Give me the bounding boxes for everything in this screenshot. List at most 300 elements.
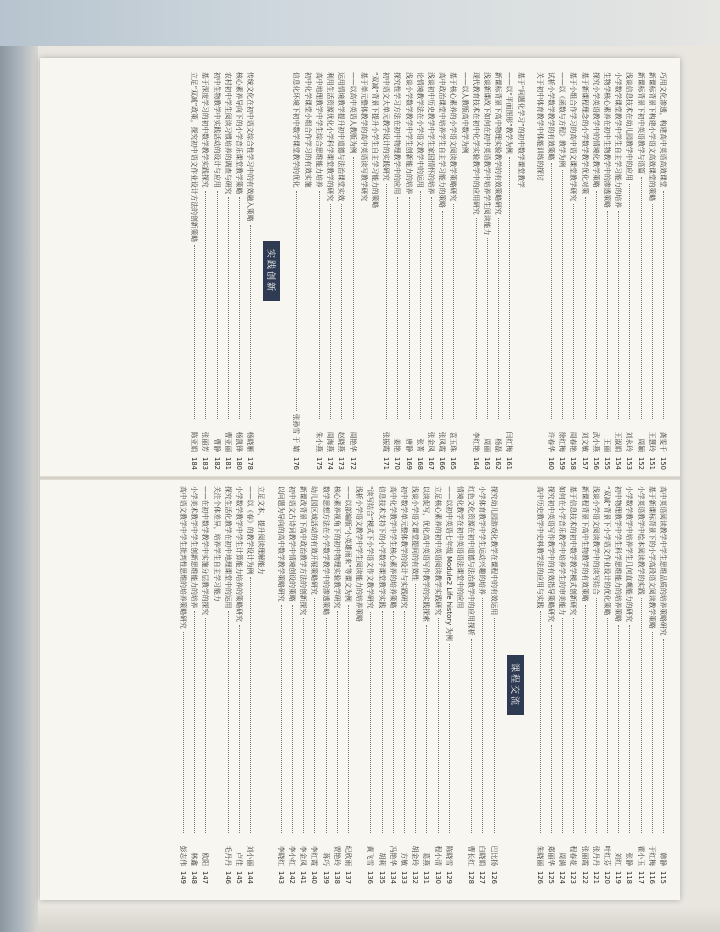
toc-entry[interactable] [286,486,297,884]
toc-entry[interactable] [233,72,244,470]
toc-leader-dots [370,612,371,833]
toc-entry[interactable] [233,486,244,884]
toc-entry[interactable] [380,72,391,470]
toc-entry-title: 基于核心素养的小学语文阅读教学策略研究 [449,72,458,202]
toc-entry[interactable] [188,486,199,884]
toc-entry-author: 蒋巧 [321,852,330,866]
toc-leader-dots [228,197,229,419]
toc-entry[interactable] [612,72,623,470]
toc-entry[interactable] [634,486,645,884]
toc-entry-page: 180 [235,457,244,470]
toc-entry[interactable] [302,72,313,470]
toc-entry-title: 立足“双减”政策，探究初中语文作业设计方法的创新策略 [190,72,199,243]
toc-entry-page: 133 [399,871,408,884]
toc-entry[interactable] [364,486,375,884]
toc-entry[interactable] [308,486,319,884]
toc-entry-title: “双减”背景下小学语文作业设计的优化策略 [602,486,611,616]
toc-entry-title: ——以《函数与方程》教学为例 [558,72,567,168]
toc-entry-title: 初中语文古诗词教学中情境创设的策略 [287,486,296,602]
toc-entry-page: 146 [223,871,232,884]
toc-entry[interactable] [199,486,210,884]
toc-entry[interactable] [210,486,221,884]
toc-entry-author: 曹长红 [467,845,476,866]
toc-column-right [52,72,668,470]
toc-entry[interactable] [398,486,409,884]
toc-leader-dots [449,644,450,833]
toc-entry-title: 初中数学单元整体教学的设计与实践研究 [399,486,408,609]
toc-entry[interactable] [290,72,301,470]
toc-entry-page: 181 [223,457,232,470]
toc-leader-dots [596,598,597,833]
toc-entry[interactable] [492,72,503,470]
toc-entry-title: 以问题为导向的高中数学教学策略研究 [276,486,285,602]
toc-leader-dots [341,204,342,419]
toc-entry-author: 贾艳玲 [332,845,341,866]
toc-entry[interactable] [297,486,308,884]
toc-entry[interactable] [481,72,492,470]
toc-entry-author: 王淑娟 [614,431,623,452]
toc-leader-dots [562,170,563,419]
toc-entry[interactable] [590,486,601,884]
toc-entry-page: 176 [292,457,301,470]
section-title-course-exchange: 课程交流 [507,655,524,715]
toc-entry-page: 158 [569,457,578,470]
toc-entry[interactable] [567,486,578,884]
toc-entry-author: 赵晓燕 [337,431,346,452]
toc-entry-title: 小学数学课堂教学中学生自主学习能力的培养 [614,72,623,208]
toc-leader-dots [540,611,541,833]
toc-entry[interactable] [545,72,556,470]
toc-entry-page: 145 [235,871,244,884]
toc-entry-page: 151 [647,457,656,470]
toc-entry-author: 陈晓雪 [444,845,453,866]
toc-entry-title: 高中化学教学中学生核心素养的培养策略 [388,486,397,609]
toc-entry-author: 李红霞 [310,845,319,866]
toc-entry[interactable] [623,486,634,884]
toc-entry[interactable] [465,486,476,884]
toc-entry[interactable] [612,486,623,884]
toc-entry-title: 农村初中学生阅读习惯培养的调查与研究 [223,72,232,195]
toc-entry-title: ——以高中英语人教版为例 [348,72,357,154]
toc-entry-author: 杨晓雁 [246,431,255,452]
toc-entry-title: 浅谈新课改下如何在初中英语教学中培养学生阅读能力 [482,72,491,236]
toc-leader-dots [641,598,642,833]
toc-entry-author: 欧阳 [201,852,210,866]
toc-entry-title: 浅谈小学数学教学中学生创新能力的培养 [404,72,413,195]
toc-entry[interactable] [358,72,369,470]
toc-entry[interactable] [534,486,545,884]
toc-entry-author: 白晓娟 [478,845,487,866]
toc-entry-author: 许春华 [546,431,555,452]
toc-leader-dots [386,184,387,419]
toc-entry[interactable] [319,486,330,884]
toc-entry-page: 169 [404,457,413,470]
toc-entry-author: 胡莉 [377,852,386,866]
toc-entry[interactable] [657,486,668,884]
toc-entry[interactable] [657,72,668,470]
toc-entry-title: 初中语文大单元教学设计的实践研究 [382,72,391,181]
toc-entry-author: 张丽霞 [580,845,589,866]
toc-entry-title: 浅谈初中历史教学中学生家国情怀的培养 [426,72,435,195]
toc-entry-page: 155 [602,457,611,470]
toc-leader-dots [607,618,608,833]
toc-entry[interactable] [255,486,266,884]
toc-entry-title: 高中英语阅读教学中学生思维品质的培养策略研究 [659,486,667,636]
toc-entry-title: “双减”背景下提升小学生自主学习能力的策略 [370,72,379,209]
toc-entry[interactable] [414,72,425,470]
toc-entry[interactable] [313,72,324,470]
toc-entry[interactable] [331,486,342,884]
toc-leader-dots [409,197,410,419]
toc-entry-title: 幼儿园区域活动的有效开展策略研究 [310,486,319,595]
toc-leader-dots [228,611,229,833]
toc-group-left-1 [534,486,668,884]
toc-entry[interactable] [487,486,498,884]
toc-leader-dots [596,191,597,419]
toc-leader-dots [663,639,664,833]
toc-entry-author: 程小清 [433,845,442,866]
toc-entry-title: 传统文化在初中语文综合性学习中的有效融入策略 [246,72,255,222]
toc-leader-dots [498,218,499,419]
toc-entry-page: 142 [287,871,296,884]
toc-entry[interactable] [375,486,386,884]
toc-entry-title: 红色文化资源在初中道德与法治教学中的应用探析 [467,486,476,636]
toc-entry[interactable] [222,72,233,470]
toc-entry-page: 178 [246,457,255,470]
toc-entry[interactable] [402,72,413,470]
toc-entry-author: 陈亚娟 [190,431,199,452]
toc-entry-page: 127 [478,871,487,884]
toc-entry-title: 高中地理教学中学生综合思维能力培养 [314,72,323,188]
toc-entry[interactable] [436,72,447,470]
toc-entry-author: 巴比扬 [489,845,498,866]
page-gutter [40,476,680,480]
toc-entry-author: 王丽 [602,438,611,452]
toc-entry[interactable] [369,72,380,470]
toc-entry-title: 情境化教学在初中英语语法课堂中的应用 [455,486,464,609]
toc-entry-page: 164 [471,457,480,470]
toc-entry-page: 148 [190,871,199,884]
toc-entry-page: 136 [366,871,375,884]
rotated-toc-spread [40,58,680,900]
toc-leader-dots [426,625,427,833]
toc-entry[interactable] [601,72,612,470]
toc-entry-page: 140 [310,871,319,884]
toc-leader-dots [183,632,184,833]
toc-entry[interactable] [342,486,353,884]
toc-entry-page: 130 [433,871,442,884]
toc-leader-dots [404,611,405,833]
toc-entry[interactable] [567,72,578,470]
toc-entry[interactable] [646,72,657,470]
toc-entry-title: 探究幼儿园游戏化教学在课程中的有效运用 [489,486,498,616]
toc-entry-author: 纪欣雨 [343,845,352,866]
toc-leader-dots [618,211,619,419]
toc-entry-page: 126 [489,871,498,884]
toc-entry[interactable] [335,72,346,470]
toc-entry[interactable] [503,72,514,470]
toc-entry-title: 初中生物教学中实践活动的设计与应用 [212,72,221,188]
toc-entry-title: 小学数学教学中学生计算能力培养的策略研究 [235,486,244,622]
toc-entry-author: 张凤霞 [438,431,447,452]
toc-entry[interactable] [578,72,589,470]
toc-leader-dots [397,197,398,419]
toc-entry[interactable] [222,486,233,884]
toc-entry[interactable] [514,72,525,470]
toc-entry-author: 周艳华 [348,431,357,452]
toc-entry[interactable] [275,486,286,884]
toc-entry-page: 154 [614,457,623,470]
toc-entry[interactable] [244,72,255,470]
toc-entry-page: 116 [647,871,656,884]
toc-entry-author: 闫红梅 [505,431,514,452]
toc-entry-page: 172 [348,457,357,470]
toc-entry-author: 胡金玲 [411,845,420,866]
toc-entry-page: 175 [314,457,323,470]
toc-entry-page: 125 [546,871,555,884]
toc-entry-title: 新课程背景下高中生物教学的有效策略 [580,486,589,602]
toc-leader-dots [281,605,282,833]
toc-entry-page: 135 [377,871,386,884]
section-header-practice [263,72,280,470]
toc-entry-title: 浅谈小学语文阅读教学中的读写结合 [591,486,600,595]
toc-entry[interactable] [545,486,556,884]
toc-entry-author: 王慧玲 [647,431,656,452]
toc-leader-dots [382,611,383,833]
toc-entry-page: 143 [276,871,285,884]
toc-leader-dots [629,184,630,419]
toc-column-left [52,486,668,884]
toc-entry-title: 高中语文教学中学生批判性思维的培养策略研究 [179,486,188,629]
toc-entry-title: 以读促写，优化高中英语写作教学的实践探索 [422,486,431,622]
toc-leader-dots [314,598,315,833]
toc-entry[interactable] [431,486,442,884]
scan-bottom-edge [38,906,720,932]
toc-entry-author: 张振霞 [382,431,391,452]
toc-entry-title: 试析小学数学教学的有效策略 [546,72,555,161]
toc-entry-author: 张金凤 [426,431,435,452]
toc-entry[interactable] [420,486,431,884]
toc-entry-title: 论情境教学法在小学语文教学中的运用 [415,72,424,188]
toc-leader-dots [420,191,421,419]
toc-entry[interactable] [590,72,601,470]
toc-entry-page: 161 [505,457,514,470]
toc-entry[interactable] [387,486,398,884]
toc-entry-title: ——在初中数学教学中实施分层教学的探究 [201,486,210,616]
toc-entry[interactable] [646,486,657,884]
toc-entry-author: 张孙雪 于 婧 [292,413,301,452]
toc-entry-author: 李晓红 [276,845,285,866]
toc-leader-dots [319,191,320,419]
toc-leader-dots [348,605,349,833]
toc-entry-title: 现代教育技术在初中化学实验教学中的应用研究 [471,72,480,215]
toc-entry-page: 182 [212,457,221,470]
toc-entry-title: ——以初中英语七年级 Module2 Life history 为例 [444,486,453,641]
section-header-course [507,486,524,884]
toc-entry[interactable] [470,72,481,470]
toc-entry-title: 信息技术支持下的小学数学课堂教学实践 [377,486,386,609]
toc-entry-page: 159 [558,457,567,470]
toc-leader-dots [353,157,354,419]
toc-entry[interactable] [346,72,357,470]
toc-entry-page: 163 [482,457,491,470]
document-page [40,58,680,900]
toc-entry-author: 张丽芳 [201,431,210,452]
toc-entry-author: 韩静 [659,852,667,866]
toc-entry-page: 149 [179,871,188,884]
toc-entry-page: 166 [438,457,447,470]
toc-entry-author: 刘小丽 [246,845,255,866]
toc-entry-title: 新课改背景下高中政治教学方法的创新探究 [299,486,308,616]
toc-leader-dots [326,618,327,833]
toc-entry-page: 144 [246,871,255,884]
toc-entry-author: 叶红芬 [602,845,611,866]
toc-entry-page: 119 [614,871,623,884]
toc-entry-page: 156 [591,457,600,470]
toc-entry-author: 霍小玉 [636,845,645,866]
toc-entry[interactable] [324,72,335,470]
toc-entry-author: 唐静 [404,438,413,452]
toc-leader-dots [652,204,653,419]
toc-entry-title: “读写结合”模式下小学语文作文教学研究 [366,486,375,609]
toc-entry-author: 彭志伟 [179,845,188,866]
toc-leader-dots [562,618,563,833]
toc-leader-dots [585,197,586,419]
toc-leader-dots [250,577,251,833]
toc-entry[interactable] [447,72,458,470]
toc-entry-title: 如何在小学音乐教学中培养学生的审美能力 [558,486,567,616]
toc-entry-page: 170 [393,457,402,470]
toc-entry-author: 刘永玲 [625,431,634,452]
toc-entry-title: 基于深度学习的初中数学教学实践探究 [201,72,210,188]
toc-entry[interactable] [177,486,188,884]
toc-entry-title: ——以人教版高中数学为例 [460,72,469,154]
toc-leader-dots [551,625,552,833]
toc-entry-page: 153 [625,457,634,470]
toc-entry[interactable] [476,486,487,884]
toc-entry[interactable] [353,486,364,884]
toc-entry[interactable] [199,72,210,470]
toc-leader-dots [585,605,586,833]
toc-entry-page: 157 [580,457,589,470]
toc-entry-title: 生物学核心素养在初中生物教学中的渗透策略 [602,72,611,208]
toc-entry-page: 183 [201,457,210,470]
toc-entry-page: 139 [321,871,330,884]
toc-entry[interactable] [578,486,589,884]
toc-entry-author: 冯艳华 [388,845,397,866]
toc-leader-dots [431,197,432,419]
toc-entry-title: 小学美术教学中学生创新思维能力的培养 [190,486,199,609]
toc-entry[interactable] [534,72,545,470]
toc-entry[interactable] [454,486,465,884]
toc-entry[interactable] [458,72,469,470]
toc-entry-author: 郑丽华 [546,845,555,866]
toc-leader-dots [494,618,495,833]
toc-entry-page: 123 [569,871,578,884]
toc-group-right-1 [534,72,668,470]
toc-leader-dots [330,204,331,419]
toc-entry-title: 新课标背景下初中英语教学与语篇 [636,72,645,174]
toc-entry-author: 林鑫 [190,852,199,866]
toc-entry-title: 浅析小学语文教学中学生阅读能力的培养策略 [355,486,364,622]
toc-leader-dots [573,618,574,833]
toc-entry-page: 171 [382,457,391,470]
toc-entry-page: 121 [591,871,600,884]
toc-leader-dots [482,598,483,833]
toc-entry[interactable] [425,72,436,470]
toc-entry-title: 探究性学习方法在初中物理教学中的应用 [393,72,402,195]
toc-entry-title: 初中物理教学中学生科学思维能力的培养策略 [614,486,623,622]
toc-entry-author: 李红艳 [471,431,480,452]
toc-leader-dots [292,605,293,833]
toc-leader-dots [476,218,477,419]
toc-entry[interactable] [443,486,454,884]
toc-entry-page: 129 [444,871,453,884]
toc-group-right-2 [290,72,525,470]
toc-entry[interactable] [244,486,255,884]
toc-group-left-2 [275,486,499,884]
scan-left-edge [0,46,38,932]
toc-entry-page: 165 [449,457,458,470]
toc-leader-dots [393,611,394,833]
toc-entry-author: 葛燕 [422,852,431,866]
toc-leader-dots [442,211,443,419]
toc-entry[interactable] [623,72,634,470]
toc-entry-page: 124 [558,871,567,884]
toc-entry-title: 浅谈信息技术在幼儿园教学中的应用 [625,72,634,181]
toc-entry[interactable] [391,72,402,470]
toc-entry-author: 李小红 [287,845,296,866]
toc-entry-page: 147 [201,871,210,884]
toc-entry-title: 数学思想方法在小学数学教学中的渗透策略 [321,486,330,616]
toc-entry-title: 核心素养视角下的初中物理实验教学研究 [332,486,341,609]
toc-leader-dots [415,584,416,833]
toc-leader-dots [250,225,251,419]
toc-entry-title: 浅谈小学语文课堂提问的有效性 [411,486,420,582]
toc-entry-author: 曹静 [212,438,221,452]
toc-leader-dots [205,191,206,419]
toc-entry[interactable] [409,486,420,884]
toc-entry[interactable] [634,72,645,470]
toc-leader-dots [573,204,574,419]
toc-leader-dots [641,177,642,419]
toc-entry[interactable] [556,72,567,470]
toc-entry[interactable] [601,486,612,884]
toc-entry-title: 关于初中体育教学中体能训练的探讨 [535,72,544,181]
toc-leader-dots [297,191,298,411]
toc-entry-page: 162 [494,457,503,470]
toc-leader-dots [487,238,488,419]
toc-leader-dots [217,191,218,419]
toc-entry-title: 基于新课程理念的小学数学教学优化对策 [580,72,589,195]
toc-entry[interactable] [556,486,567,884]
toc-entry[interactable] [188,72,199,470]
toc-entry-page: 167 [426,457,435,470]
toc-entry-page: 131 [422,871,431,884]
toc-entry-title: 立足核心素养的初中英语阅读教学实践研究 [433,486,442,616]
toc-entry-author: 姜艳 [393,438,402,452]
toc-entry-author: 周颖 [636,438,645,452]
toc-entry-author: 张菁 [415,438,424,452]
toc-group-right-3 [188,72,255,470]
toc-entry-title: 初中化学课堂小组合作学习的有效实施 [303,72,312,188]
toc-entry-title: 核心素养导向下的小学音乐课堂教学策略 [235,72,244,195]
toc-entry-page: 184 [190,457,199,470]
toc-leader-dots [303,618,304,833]
toc-entry[interactable] [210,72,221,470]
toc-entry-author: 于红梅 [647,845,656,866]
toc-entry-author: 张丹丹 [591,845,600,866]
